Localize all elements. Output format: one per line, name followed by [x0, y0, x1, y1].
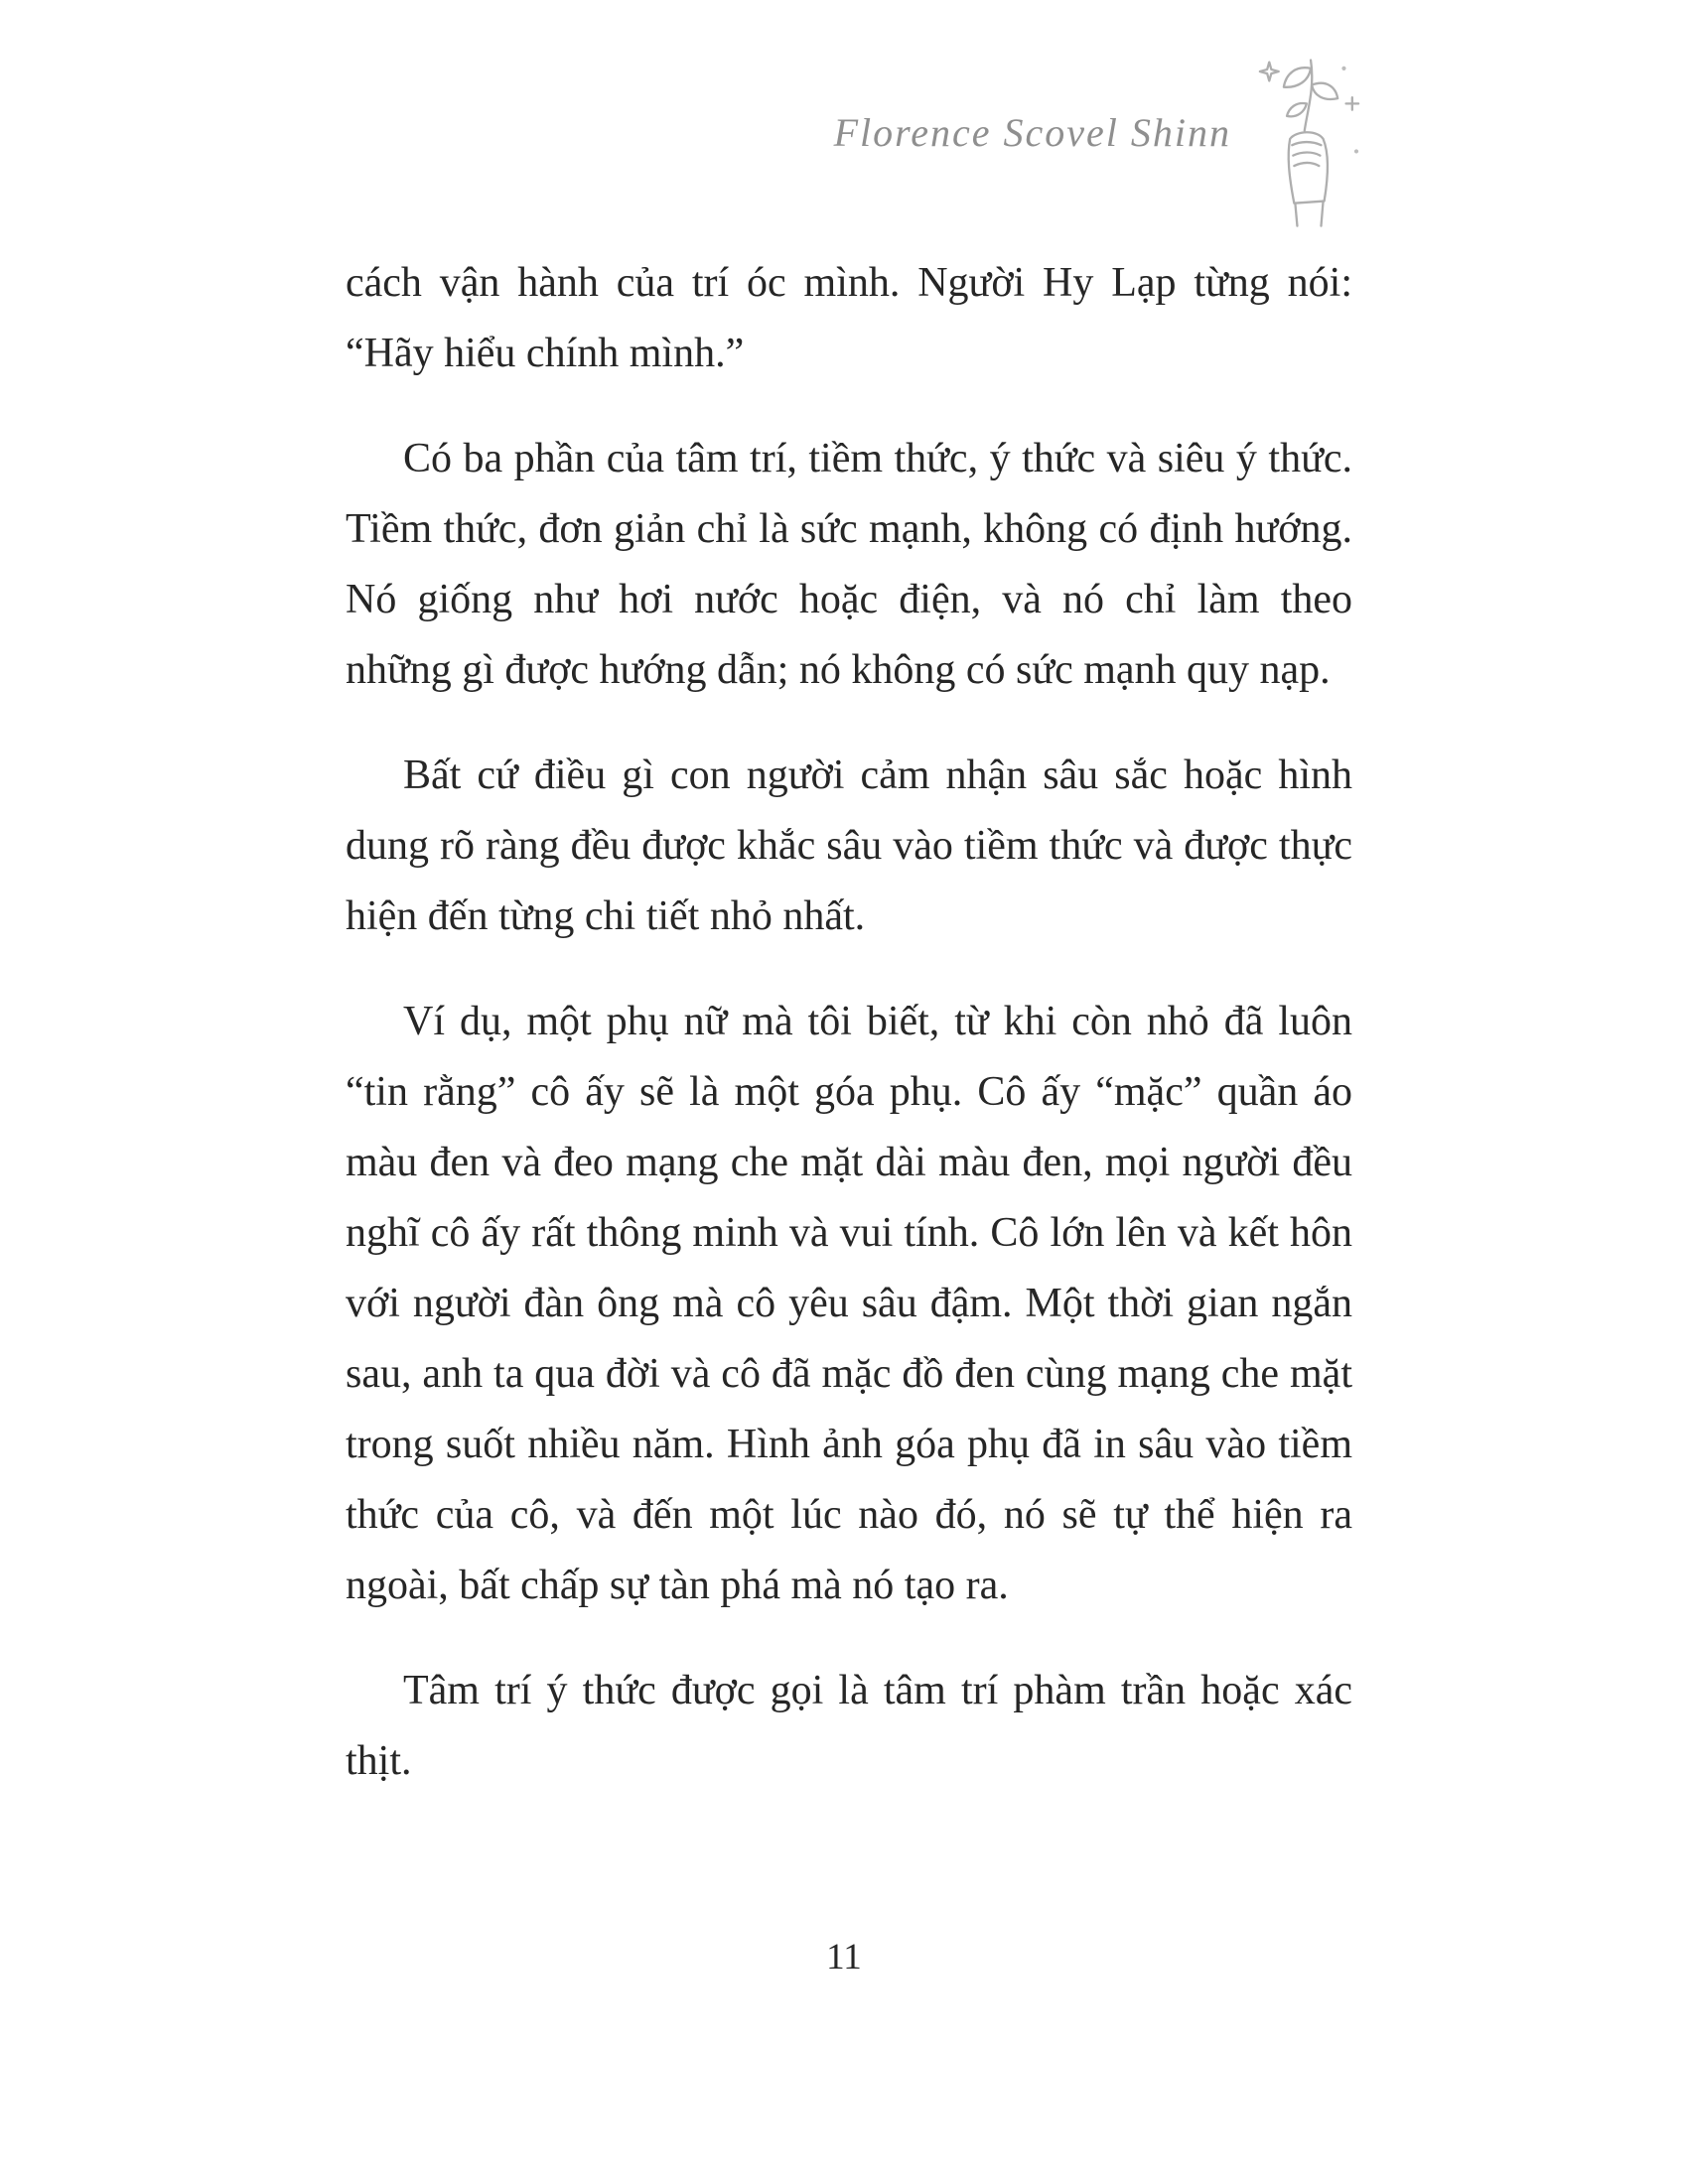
body-paragraph: Ví dụ, một phụ nữ mà tôi biết, từ khi còn nhỏ đã luôn “tin rằng” cô ấy sẽ là một góa phụ. Cô ấy “mặc” quần áo màu đen và đeo mạng che mặt dài màu đen, mọi người đều nghĩ cô ấy rất thông minh và vui tính. Cô lớn lên và kết hôn với người đàn ông mà cô yêu sâu đậm. Một thời gian ngắn sau, anh ta qua đời và cô đã mặc đồ đen cùng mạng che mặt trong suốt nhiều năm. Hình ảnh góa phụ đã in sâu vào tiềm thức của cô, và đến một lúc nào đó, nó sẽ tự thể hiện ra ngoài, bất chấp sự tàn phá mà nó tạo ra.: [346, 999, 1352, 1608]
hand-plant-illustration: [1251, 48, 1368, 234]
body-paragraph: Tâm trí ý thức được gọi là tâm trí phàm trần hoặc xác thịt.: [346, 1668, 1352, 1784]
author-name: Florence Scovel Shinn: [833, 110, 1231, 155]
page-header: [834, 48, 1368, 234]
page-number: 11: [826, 1937, 862, 1978]
body-text: [346, 248, 1352, 1832]
body-paragraph: Bất cứ điều gì con người cảm nhận sâu sắc hoặc hình dung rõ ràng đều được khắc sâu vào tiềm thức và được thực hiện đến từng chi tiết nhỏ nhất.: [346, 752, 1352, 939]
body-paragraph: Có ba phần của tâm trí, tiềm thức, ý thức và siêu ý thức. Tiềm thức, đơn giản chỉ là sức mạnh, không có định hướng. Nó giống như hơi nước hoặc điện, và nó chỉ làm theo những gì được hướng dẫn; nó không có sức mạnh quy nạp.: [346, 436, 1352, 693]
body-paragraph: cách vận hành của trí óc mình. Người Hy Lạp từng nói: “Hãy hiểu chính mình.”: [346, 260, 1352, 376]
